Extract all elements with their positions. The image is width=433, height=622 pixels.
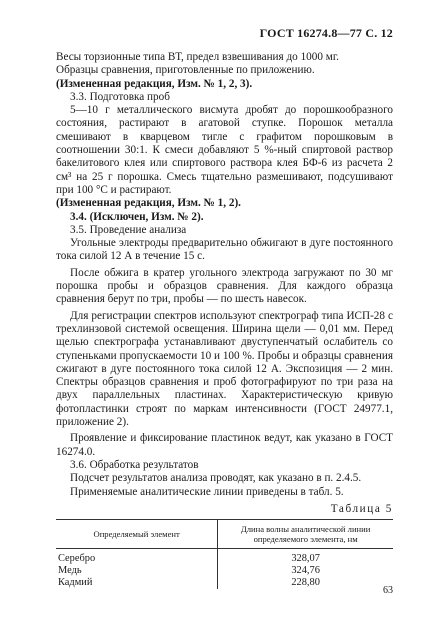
paragraph: Весы торзионные типа ВТ, предел взвешивания до 1000 мг. [56, 51, 339, 63]
table-cell: Серебро [56, 549, 218, 566]
section-heading: 3.3. Подготовка проб [70, 90, 170, 103]
paragraph: Угольные электроды предварительно обжигают в дуге постоянного тока силой 12 А в течение 15 с. [56, 237, 393, 263]
paragraph: Применяемые аналитические линии приведены в табл. 5. [70, 485, 344, 498]
table-row [56, 577, 393, 589]
paragraph: Образцы сравнения, приготовленные по приложению. [56, 64, 315, 77]
table-cell: 228,80 [291, 577, 320, 589]
paragraph: 5—10 г металлического висмута дробят до порошкообразного состояния, растирают в агатовой ступке. Порошок металла смешивают в кварцевом тигле с графитом порошковым в соотношении 30:1. К смеси добавляют 5 %-ный спиртовой раствор бакелитового клея или спиртового раствора клея БФ-6 из расчета 2 см³ на 25 г порошка. Смесь тщательно размешивают, подсушивают при 100 °С и растирают. [56, 104, 393, 196]
table-cell: 324,76 [291, 565, 320, 577]
section-heading: 3.6. Обработка результатов [70, 458, 199, 471]
table-header-row [56, 520, 393, 549]
table-row [56, 549, 393, 566]
column-header: Определяемый элемент [56, 520, 218, 549]
amendment-note: (Измененная редакция, Изм. № 1, 2, 3). [56, 77, 253, 90]
table-cell: Медь [56, 565, 218, 577]
amendment-note: (Измененная редакция, Изм. № 1, 2). [56, 197, 241, 210]
table-cell: 328,07 [291, 553, 320, 565]
paragraph: Подсчет результатов анализа проводят, как указано в п. 2.4.5. [70, 472, 362, 485]
document-body [56, 51, 393, 589]
section-heading: 3.5. Проведение анализа [70, 223, 187, 236]
table-cell: Кадмий [56, 577, 218, 589]
paragraph: Проявление и фиксирование пластинок ведут, как указано в ГОСТ 16274.0. [56, 432, 393, 458]
table-caption: Таблица 5 [330, 502, 393, 515]
data-table [56, 519, 393, 589]
page-header: ГОСТ 16274.8—77 С. 12 [259, 26, 393, 40]
paragraph: После обжига в кратер угольного электрода загружают по 30 мг порошка пробы и образцов сравнения. Для каждого образца сравнения берут по три, пробы — по шесть навесок. [56, 266, 393, 306]
page-number: 63 [383, 585, 393, 596]
table-row [56, 565, 393, 577]
paragraph: Для регистрации спектров используют спектрограф типа ИСП-28 с трехлинзовой системой освещения. Ширина щели — 0,01 мм. Перед щелью спектрографа устанавливают двуступенчатый ослабитель со ступеньками пропускаемости 10 и 100 %. Пробы и образцы сравнения сжигают в дуге постоянного тока силой 12 А. Экспозиция — 2 мин. Спектры образцов сравнения и проб фотографируют по три раза на двух параллельных пластинах. Характеристическую кривую фотопластинки строят по маркам интенсивности (ГОСТ 24977.1, приложение 2). [56, 309, 393, 429]
section-heading: 3.4. (Исключен, Изм. № 2). [70, 210, 204, 223]
column-header: Длина волны аналитической линии определяемого элемента, нм [218, 520, 393, 549]
